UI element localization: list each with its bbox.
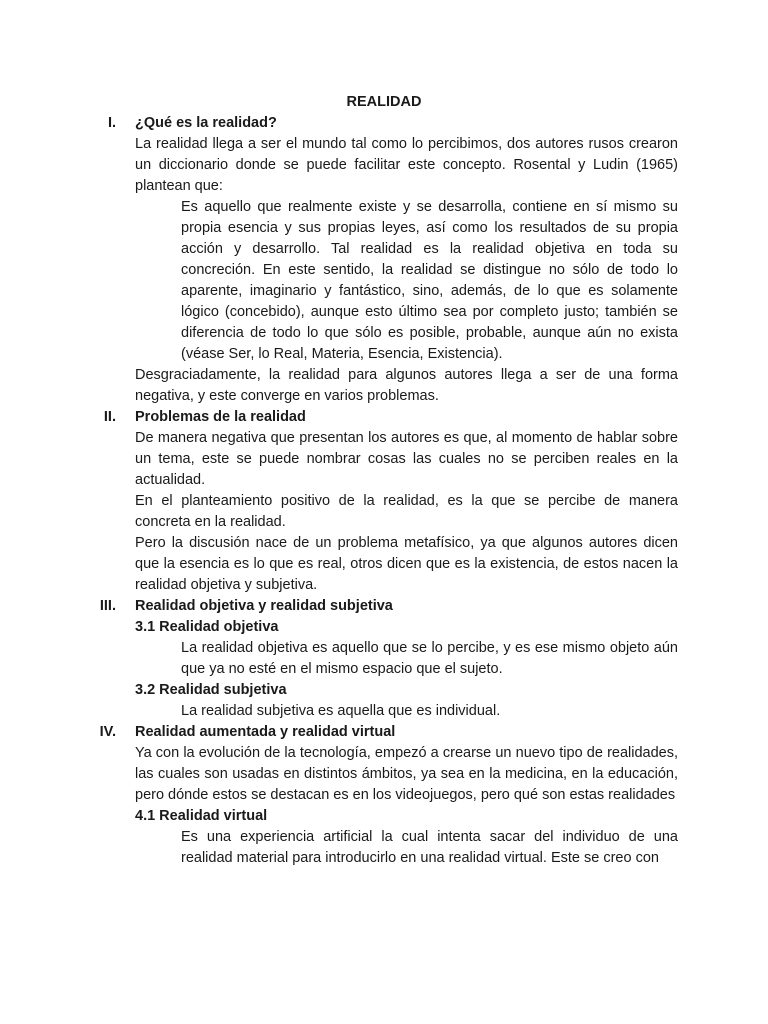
subsection-text: La realidad subjetiva es aquella que es individual. — [181, 703, 501, 719]
section-number: I. — [107, 115, 116, 131]
section-number: IV. — [99, 724, 116, 740]
section-number: II. — [103, 409, 116, 425]
subsection-title: 3.1 Realidad objetiva — [135, 619, 279, 635]
document-title: REALIDAD — [346, 94, 422, 110]
section-heading-1 — [0, 113, 768, 134]
section-heading-2 — [0, 407, 768, 428]
section-title: Realidad objetiva y realidad subjetiva — [135, 598, 393, 614]
paragraph: Ya con la evolución de la tecnología, empezó a crearse un nuevo tipo de realidades, las cuales son usadas en distintos ámbitos, ya sea en la medicina, en la educación, pero dónde estos se destacan es en los videojuegos, pero qué son estas realidades — [135, 745, 678, 803]
section-title: Problemas de la realidad — [135, 409, 306, 425]
section-number: III. — [99, 598, 116, 614]
subsection-title: 3.2 Realidad subjetiva — [135, 682, 287, 698]
section-heading-3 — [0, 596, 768, 617]
paragraph: La realidad llega a ser el mundo tal como lo percibimos, dos autores rusos crearon un diccionario donde se puede facilitar este concepto. Rosental y Ludin (1965) plantean que: — [135, 136, 678, 194]
section-title: Realidad aumentada y realidad virtual — [135, 724, 396, 740]
paragraph: Desgraciadamente, la realidad para algunos autores llega a ser de una forma negativa, y este converge en varios problemas. — [135, 367, 678, 404]
paragraph: De manera negativa que presentan los autores es que, al momento de hablar sobre un tema, este se puede nombrar cosas las cuales no se perciben reales en la actualidad. — [135, 430, 678, 488]
section-heading-4 — [0, 722, 768, 743]
document-body — [0, 113, 768, 869]
subsection-text: La realidad objetiva es aquello que se lo percibe, y es ese mismo objeto aún que ya no esté en el mismo espacio que el sujeto. — [181, 640, 678, 677]
block-quote: Es aquello que realmente existe y se desarrolla, contiene en sí mismo su propia esencia y sus propias leyes, así como los resultados de su propia acción y desarrollo. Tal realidad es la realidad objetiva en toda su concreción. En este sentido, la realidad se distingue no sólo de todo lo aparente, imaginario y fantástico, sino, además, de lo que es solamente lógico (concebido), aunque esto último sea por completo justo; también se diferencia de todo lo que sólo es posible, probable, aunque aún no exista (véase Ser, lo Real, Materia, Esencia, Existencia). — [181, 199, 678, 362]
section-title: ¿Qué es la realidad? — [135, 115, 277, 131]
subsection-title: 4.1 Realidad virtual — [135, 808, 268, 824]
paragraph: En el planteamiento positivo de la realidad, es la que se percibe de manera concreta en la realidad. — [135, 493, 678, 530]
paragraph: Pero la discusión nace de un problema metafísico, ya que algunos autores dicen que la esencia es lo que es real, otros dicen que es la existencia, de estos nacen la realidad objetiva y subjetiva. — [135, 535, 678, 593]
subsection-text: Es una experiencia artificial la cual intenta sacar del individuo de una realidad material para introducirlo en una realidad virtual. Este se creo con — [181, 829, 678, 866]
